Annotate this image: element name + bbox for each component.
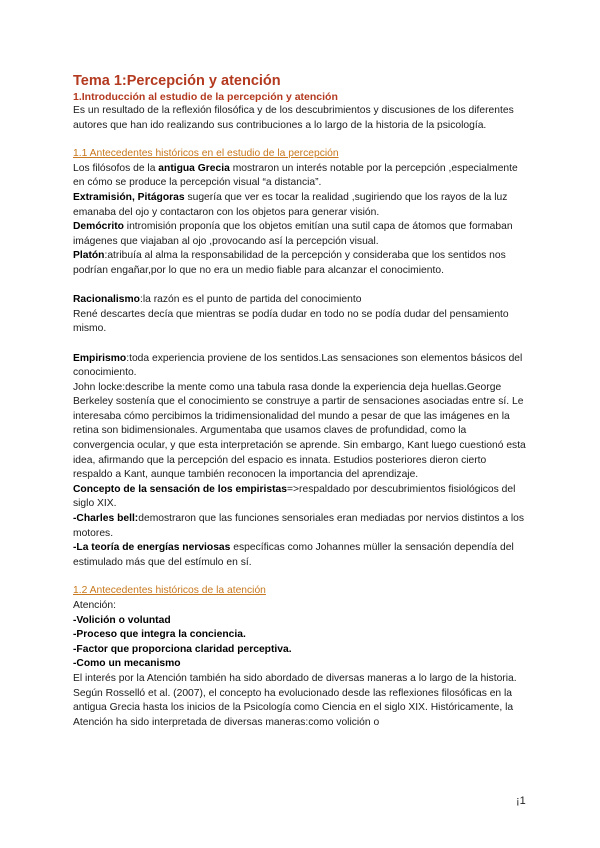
intro-paragraph: Es un resultado de la reflexión filosófica y de los descubrimientos y discusiones de los diferentes autores que han ido realizando sus contribuciones a lo largo de la historia de la psicología. [73, 105, 514, 131]
platon-paragraph: Platón:atribuía al alma la responsabilidad de la percepción y consideraba que los sentidos nos podrían engañar,por lo que no era un medio fiable para alcanzar el conocimiento. [73, 250, 506, 276]
descartes-paragraph: René descartes decía que mientras se podía dudar en todo no se podía dudar del pensamiento mismo. [73, 308, 509, 335]
bell-paragraph: -Charles bell:demostraron que las funciones sensoriales eran mediadas por nervios distintos a los motores. [73, 513, 525, 539]
list-item: -Proceso que integra la conciencia. [73, 629, 246, 641]
page-number: ¡1 [516, 795, 526, 807]
list-item: -Volición o voluntad [73, 614, 171, 626]
empirismo-paragraph: Empirismo:toda experiencia proviene de los sentidos.Las sensaciones son elementos básicos del conocimiento. [73, 352, 523, 379]
list-item: -Como un mecanismo [73, 658, 181, 670]
extramision-paragraph: Extramisión, Pitágoras sugería que ver es tocar la realidad ,sugiriendo que los rayos de la luz emanaba del ojo y contactaron con los objetos para generar visión. [73, 191, 508, 218]
racionalismo-paragraph: Racionalismo:la razón es el punto de partida del conocimiento [73, 294, 362, 306]
section-1-1-heading: 1.1 Antecedentes históricos en el estudio de la percepción [73, 148, 339, 160]
section-1-2-heading: 1.2 Antecedentes históricos de la atención [73, 585, 266, 597]
locke-paragraph: John locke:describe la mente como una tabula rasa donde la experiencia deja huellas.George Berkeley sostenía que el conocimiento se construye a partir de sensaciones asociadas entre sí. Le interesaba cómo percibimos la tridimensionalidad del mundo a pesar de que las imágenes en la retina son bidimensionales. Argumentaba que usamos claves de profundidad, como la convergencia ocular, y que esta interpretación se aprende. Sin embargo, Kant luego cuestionó esta idea, afirmando que la percepción del espacio es innata. Estudios posteriores dieron cierto respaldo a Kant, aunque también reconocen la importancia del aprendizaje. [73, 381, 526, 481]
list-item: -Factor que proporciona claridad perceptiva. [73, 643, 292, 655]
spacer [73, 279, 528, 294]
atencion-paragraph: El interés por la Atención también ha sido abordado de diversas maneras a lo largo de la historia. Según Rosselló et al. (2007), el concepto ha evolucionado desde las reflexiones filosóficas en la antigua Grecia hasta los inicios de la Psicología como Ciencia en el siglo XIX. Históricamente, la Atención ha sido interpretada de diversas maneras:como volición o [73, 672, 517, 728]
section-subtitle: 1.Introducción al estudio de la percepción y atención [73, 91, 338, 103]
spacer [73, 337, 528, 352]
document-body [73, 72, 528, 730]
democrito-paragraph: Demócrito intromisión proponía que los objetos emitían una sutil capa de átomos que formaban imágenes que viajaban al ojo ,provocando así la percepción visual. [73, 221, 513, 247]
energias-paragraph: -La teoría de energías nerviosas específicas como Johannes müller la sensación dependía del estimulado más que del estímulo en sí. [73, 542, 514, 568]
atencion-label: Atención: [73, 600, 116, 611]
greece-paragraph: Los filósofos de la antigua Grecia mostraron un interés notable por la percepción ,especialmente en cómo se produce la percepción visual “a distancia”. [73, 162, 518, 189]
document-title: Tema 1:Percepción y atención [73, 73, 281, 89]
concepto-paragraph: Concepto de la sensación de los empiristas=>respaldado por descubrimientos fisiológicos del siglo XIX. [73, 483, 516, 510]
